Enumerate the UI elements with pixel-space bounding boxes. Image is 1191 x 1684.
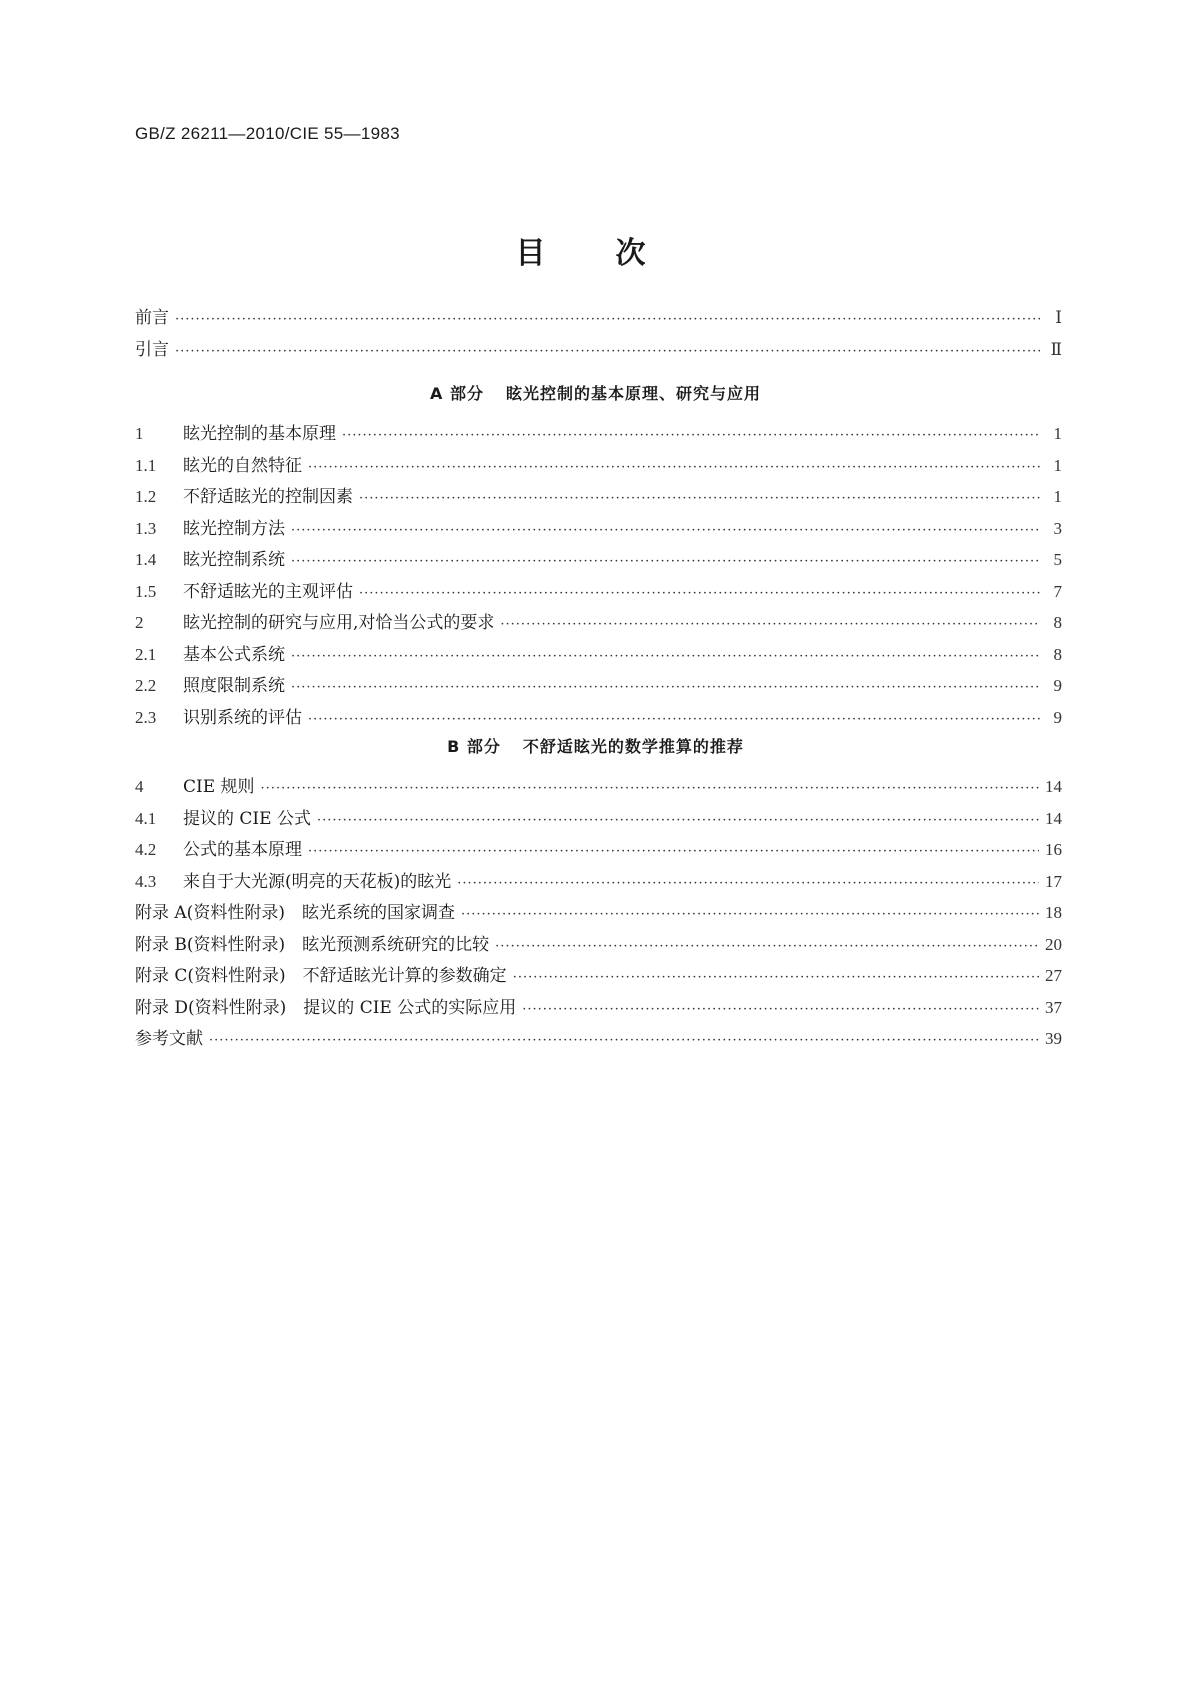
- toc-entry-label: 眩光控制的基本原理: [183, 424, 336, 444]
- toc-entry-label: 不舒适眩光的控制因素: [183, 487, 353, 507]
- toc-front-matter: [135, 302, 1062, 365]
- toc-entry-number: 2: [135, 613, 144, 632]
- toc-entry-page: 18: [1045, 903, 1062, 922]
- toc-entry[interactable]: [135, 803, 1062, 835]
- toc-entry-label: 基本公式系统: [183, 644, 285, 665]
- toc-entry[interactable]: [135, 513, 1062, 545]
- toc-entry-number: 1.2: [135, 487, 157, 506]
- toc-entry-label: 附录 A(资料性附录) 眩光系统的国家调查: [135, 903, 455, 923]
- part-b-label: B 部分: [447, 737, 501, 756]
- toc-entry-page: 17: [1045, 871, 1062, 891]
- toc-appendix-a[interactable]: [135, 897, 1062, 929]
- part-a-title: 眩光控制的基本原理、研究与应用: [505, 384, 761, 403]
- toc-entry-number: 1.3: [135, 518, 157, 538]
- toc-entry-label: 眩光控制的研究与应用,对恰当公式的要求: [183, 613, 495, 633]
- leader-dots: [359, 578, 1040, 610]
- toc-appendix-c[interactable]: [135, 960, 1062, 992]
- toc-entry[interactable]: [135, 702, 1062, 734]
- toc-part-b: [135, 771, 1062, 1055]
- leader-dots: [291, 515, 1040, 547]
- toc-entry-label: 附录 C(资料性附录) 不舒适眩光计算的参数确定: [135, 966, 507, 986]
- toc-entry-label: 识别系统的评估: [183, 707, 302, 728]
- toc-entry-label: 不舒适眩光的主观评估: [183, 581, 353, 602]
- toc-entry-page: 1: [1053, 424, 1062, 443]
- leader-dots: [522, 994, 1039, 1026]
- toc-entry-number: 4: [135, 777, 144, 796]
- toc-entry[interactable]: [135, 639, 1062, 671]
- toc-entry-label: 前言: [135, 308, 169, 328]
- toc-entry[interactable]: [135, 544, 1062, 576]
- toc-references[interactable]: [135, 1023, 1062, 1055]
- toc-entry[interactable]: [135, 576, 1062, 608]
- toc-entry-page: Ⅰ: [1055, 308, 1062, 327]
- toc-entry-number: 2.3: [135, 707, 157, 727]
- toc-entry-label: 参考文献: [135, 1029, 203, 1049]
- toc-entry-page: 8: [1053, 644, 1062, 664]
- toc-entry-page: 7: [1053, 581, 1062, 601]
- leader-dots: [342, 420, 1040, 452]
- leader-dots: [495, 931, 1039, 963]
- toc-entry-number: 4.3: [135, 871, 157, 891]
- standard-code: GB/Z 26211—2010/CIE 55—1983: [135, 124, 400, 143]
- toc-entry-page: 5: [1053, 550, 1062, 569]
- toc-entry-page: 1: [1053, 455, 1062, 475]
- leader-dots: [291, 672, 1040, 704]
- toc-entry-page: Ⅱ: [1050, 339, 1062, 359]
- part-a-heading: [0, 381, 1191, 404]
- toc-entry-label: CIE 规则: [183, 777, 255, 797]
- toc-entry-page: 14: [1045, 808, 1062, 828]
- leader-dots: [175, 336, 1040, 368]
- toc-entry-number: 4.2: [135, 840, 157, 859]
- toc-entry-label: 眩光的自然特征: [183, 455, 302, 476]
- leader-dots: [308, 836, 1039, 868]
- toc-entry-label: 眩光控制系统: [183, 550, 285, 570]
- toc-entry-label: 眩光控制方法: [183, 518, 285, 539]
- toc-entry[interactable]: [135, 771, 1062, 803]
- leader-dots: [308, 704, 1040, 736]
- toc-entry-page: 37: [1045, 997, 1062, 1017]
- leader-dots: [317, 805, 1039, 837]
- toc-entry-number: 2.1: [135, 644, 157, 664]
- toc-entry-foreword[interactable]: [135, 302, 1062, 334]
- toc-entry-page: 16: [1045, 840, 1062, 859]
- toc-entry-label: 引言: [135, 339, 169, 360]
- toc-entry-page: 27: [1045, 966, 1062, 985]
- leader-dots: [261, 773, 1039, 805]
- leader-dots: [359, 483, 1040, 515]
- leader-dots: [291, 641, 1040, 673]
- part-b-heading: [0, 734, 1191, 757]
- toc-entry[interactable]: [135, 607, 1062, 639]
- toc-entry-number: 1.1: [135, 455, 157, 475]
- toc-appendix-b[interactable]: [135, 929, 1062, 961]
- leader-dots: [457, 868, 1039, 900]
- leader-dots: [209, 1025, 1039, 1057]
- leader-dots: [513, 962, 1039, 994]
- toc-entry-label: 附录 D(资料性附录) 提议的 CIE 公式的实际应用: [135, 997, 517, 1018]
- toc-entry-label: 附录 B(资料性附录) 眩光预测系统研究的比较: [135, 934, 490, 955]
- toc-entry-number: 1.5: [135, 581, 157, 601]
- toc-entry-page: 8: [1053, 613, 1062, 632]
- toc-entry-page: 9: [1053, 707, 1062, 727]
- leader-dots: [175, 304, 1040, 336]
- leader-dots: [461, 899, 1039, 931]
- toc-part-a: [135, 418, 1062, 733]
- toc-entry[interactable]: [135, 834, 1062, 866]
- leader-dots: [291, 546, 1040, 578]
- toc-entry-number: 4.1: [135, 808, 157, 828]
- leader-dots: [500, 609, 1040, 641]
- toc-entry-label: 公式的基本原理: [183, 840, 302, 860]
- toc-entry-page: 9: [1053, 676, 1062, 695]
- toc-entry-page: 14: [1045, 777, 1062, 796]
- toc-entry-label: 照度限制系统: [183, 676, 285, 696]
- toc-entry-page: 39: [1045, 1029, 1062, 1048]
- toc-entry[interactable]: [135, 481, 1062, 513]
- toc-entry-number: 1: [135, 424, 144, 443]
- toc-entry[interactable]: [135, 866, 1062, 898]
- toc-entry[interactable]: [135, 450, 1062, 482]
- toc-entry-label: 提议的 CIE 公式: [183, 808, 311, 829]
- toc-entry-page: 3: [1053, 518, 1062, 538]
- toc-entry-page: 1: [1053, 487, 1062, 506]
- page-title: 目次: [515, 236, 716, 271]
- toc-entry-number: 2.2: [135, 676, 157, 695]
- toc-entry-introduction[interactable]: [135, 334, 1062, 366]
- toc-entry-label: 来自于大光源(明亮的天花板)的眩光: [183, 871, 452, 892]
- toc-appendix-d[interactable]: [135, 992, 1062, 1024]
- toc-entry[interactable]: [135, 670, 1062, 702]
- part-a-label: A 部分: [430, 384, 484, 403]
- part-b-title: 不舒适眩光的数学推算的推荐: [522, 737, 744, 756]
- leader-dots: [308, 452, 1040, 484]
- toc-entry-page: 20: [1045, 934, 1062, 954]
- toc-entry[interactable]: [135, 418, 1062, 450]
- toc-entry-number: 1.4: [135, 550, 157, 569]
